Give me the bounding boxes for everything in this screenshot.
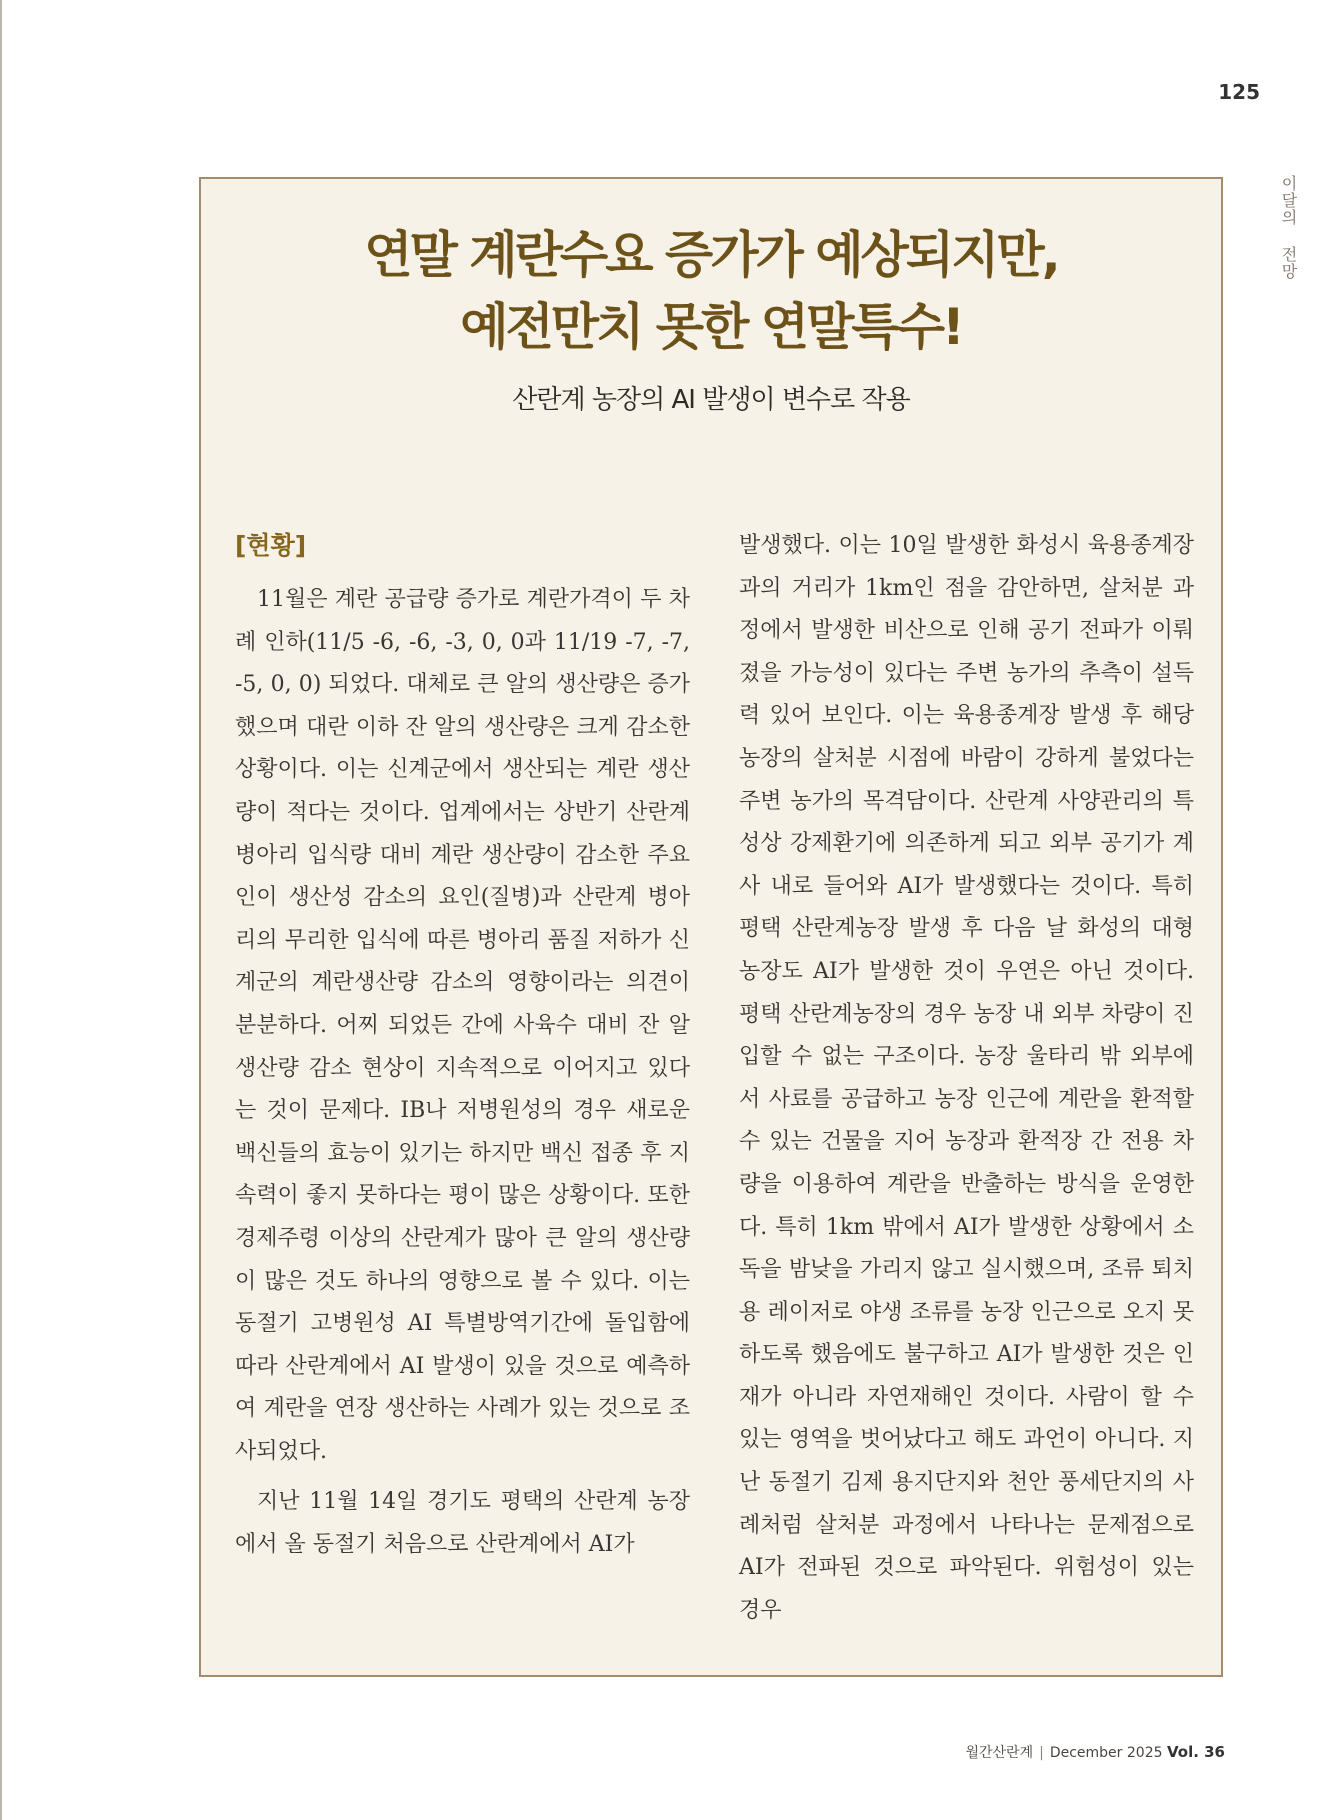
magazine-name: 월간산란계 bbox=[965, 1745, 1034, 1761]
body-paragraph: 지난 11월 14일 경기도 평택의 산란계 농장에서 올 동절기 처음으로 산란계에서 AI가 bbox=[235, 1489, 690, 1558]
footer-separator: | bbox=[1039, 1745, 1044, 1761]
page-number: 125 bbox=[1218, 80, 1260, 104]
right-column bbox=[739, 525, 1194, 1632]
volume-number: Vol. 36 bbox=[1166, 1743, 1225, 1761]
left-column bbox=[235, 525, 690, 1567]
section-tab: 이달의 전망 bbox=[1279, 175, 1298, 280]
issue-date: December 2025 bbox=[1049, 1745, 1163, 1761]
body-paragraph: 발생했다. 이는 10일 발생한 화성시 육용종계장과의 거리가 1km인 점을 감안하면, 살처분 과정에서 발생한 비산으로 인해 공기 전파가 이뤄졌을 가능성이 있다는 주변 농가의 추측이 설득력 있어 보인다. 이는 육용종계장 발생 후 해당 농장의 살처분 시점에 바람이 강하게 불었다는 주변 농가의 목격담이다. 산란계 사양관리의 특성상 강제환기에 의존하게 되고 외부 공기가 계사 내로 들어와 AI가 발생했다는 것이다. 특히 평택 산란계농장 발생 후 다음 날 화성의 대형 농장도 AI가 발생한 것이 우연은 아닌 것이다. 평택 산란계농장의 경우 농장 내 외부 차량이 진입할 수 없는 구조이다. 농장 울타리 밖 외부에서 사료를 공급하고 농장 인근에 계란을 환적할 수 있는 건물을 지어 농장과 환적장 간 전용 차량을 이용하여 계란을 반출하는 방식을 운영한다. 특히 1km 밖에서 AI가 발생한 상황에서 소독을 밤낮을 가리지 않고 실시했으며, 조류 퇴치용 레이저로 야생 조류를 농장 인근으로 오지 못하도록 했음에도 불구하고 AI가 발생한 것은 인재가 아니라 자연재해인 것이다. 사람이 할 수 있는 영역을 벗어났다고 해도 과언이 아니다. 지난 동절기 김제 용지단지와 천안 풍세단지의 사례처럼 살처분 과정에서 나타나는 문제점으로 AI가 전파된 것으로 파악된다. 위험성이 있는 경우 bbox=[739, 533, 1194, 1623]
page-edge-line bbox=[0, 0, 2, 1820]
article-title-line-1: 연말 계란수요 증가가 예상되지만, bbox=[364, 226, 1058, 284]
article-title bbox=[201, 219, 1221, 363]
article-box bbox=[199, 177, 1223, 1677]
body-paragraph: 11월은 계란 공급량 증가로 계란가격이 두 차례 인하(11/5 -6, -6, -3, 0, 0과 11/19 -7, -7, -5, 0, 0) 되었다. 대체로 큰 알의 생산량은 증가했으며 대란 이하 잔 알의 생산량은 크게 감소한 상황이다. 이는 신계군에서 생산되는 계란 생산량이 적다는 것이다. 업계에서는 상반기 산란계 병아리 입식량 대비 계란 생산량이 감소한 주요인이 생산성 감소의 요인(질병)과 산란계 병아리의 무리한 입식에 따른 병아리 품질 저하가 신계군의 계란생산량 감소의 영향이라는 의견이 분분하다. 어찌 되었든 간에 사육수 대비 잔 알 생산량 감소 현상이 지속적으로 이어지고 있다는 것이 문제다. IB나 저병원성의 경우 새로운 백신들의 효능이 있기는 하지만 백신 접종 후 지속력이 좋지 못하다는 평이 많은 상황이다. 또한 경제주령 이상의 산란계가 많아 큰 알의 생산량이 많은 것도 하나의 영향으로 볼 수 있다. 이는 동절기 고병원성 AI 특별방역기간에 돌입함에 따라 산란계에서 AI 발생이 있을 것으로 예측하여 계란을 연장 생산하는 사례가 있는 것으로 조사되었다. bbox=[235, 587, 690, 1464]
article-title-line-2: 예전만치 못한 연말특수! bbox=[460, 298, 962, 356]
section-heading: [현황] bbox=[235, 531, 307, 560]
page-footer bbox=[900, 1742, 1225, 1762]
article-subtitle: 산란계 농장의 AI 발생이 변수로 작용 bbox=[512, 385, 910, 415]
